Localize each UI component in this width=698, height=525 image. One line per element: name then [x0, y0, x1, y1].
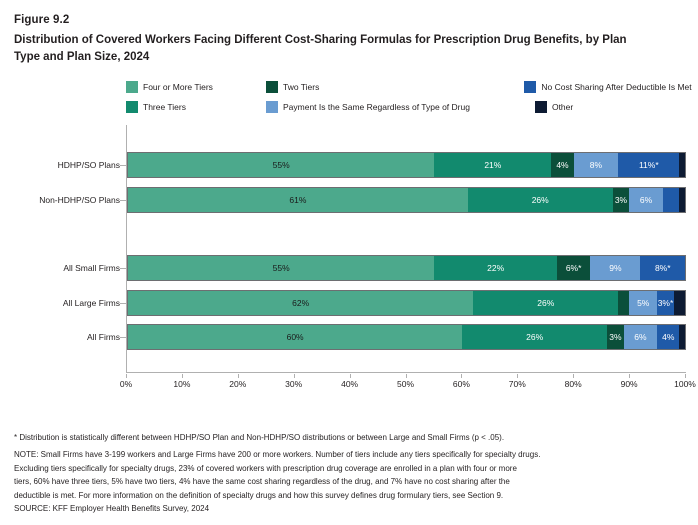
bar-segment [663, 188, 680, 212]
y-axis-tick [120, 303, 126, 304]
bar-segment-label: 6%* [565, 263, 582, 274]
y-axis-tick [120, 200, 126, 201]
bar-segment-label: 6% [639, 195, 653, 206]
x-axis-tick-label: 30% [285, 379, 303, 390]
x-axis-tick [238, 374, 239, 378]
x-axis-tick-label: 100% [674, 379, 696, 390]
bar-segment [657, 325, 679, 349]
bar-segment [624, 325, 657, 349]
bar-segment-label: 26% [526, 332, 544, 343]
y-axis-tick-label: HDHP/SO Plans [57, 160, 120, 171]
y-axis-tick-label: All Large Firms [62, 298, 120, 309]
bar-segment-label: 55% [272, 263, 290, 274]
legend-label: Four or More Tiers [143, 82, 213, 93]
bar-segment-label: 55% [272, 160, 290, 171]
x-axis-tick-label: 0% [119, 379, 133, 390]
footnote-line: deductible is met. For more information on the definition of specialty drugs and how this survey defines drug formulary tiers, see Section 9. [14, 490, 504, 500]
x-axis-tick [406, 374, 407, 378]
bar-segment [679, 325, 685, 349]
bar-segment-label: 3% [614, 195, 628, 206]
bar-segment-label: 21% [484, 160, 502, 171]
bar-row [127, 187, 686, 213]
bar-segment [618, 153, 679, 177]
x-axis-tick-label: 90% [620, 379, 638, 390]
legend-item-four-or-more-tiers [126, 77, 266, 97]
bar-row [127, 152, 686, 178]
x-axis-tick-label: 40% [341, 379, 359, 390]
bar-segment [128, 256, 434, 280]
y-axis-labels [14, 125, 120, 373]
x-axis-tick [461, 374, 462, 378]
legend-swatch-icon [266, 81, 278, 93]
bar-row [127, 255, 686, 281]
legend-label: Payment Is the Same Regardless of Type of Drug [283, 102, 470, 113]
y-axis-tick-label: All Firms [86, 332, 120, 343]
figure-number: Figure 9.2 [14, 14, 70, 26]
bar-segment [640, 256, 685, 280]
legend-item-two-tiers [266, 77, 692, 97]
bar-segment-label: 8%* [654, 263, 671, 274]
footnotes [14, 432, 684, 516]
bar-segment [679, 188, 685, 212]
x-axis-tick [294, 374, 295, 378]
bar-segment [468, 188, 613, 212]
y-axis-tick [120, 337, 126, 338]
bar-segment [434, 153, 551, 177]
x-axis-tick-label: 70% [508, 379, 526, 390]
bar-segment-label: 8% [589, 160, 603, 171]
bar-segment-label: 3% [609, 332, 622, 343]
bar-segment-label: 4% [556, 160, 569, 171]
legend-item-three-tiers [126, 97, 266, 117]
bar-segment [128, 325, 462, 349]
bar-segment [434, 256, 557, 280]
bar-segment [657, 291, 674, 315]
x-axis-tick-label: 20% [229, 379, 247, 390]
x-axis [119, 374, 696, 392]
bar-segment-label: 62% [292, 298, 310, 309]
bar-segment [674, 291, 685, 315]
bar-segment [128, 291, 473, 315]
bar-segment-label: 9% [609, 263, 622, 274]
figure-title: Distribution of Covered Workers Facing Different Cost-Sharing Formulas for Prescription Drug Benefits, by Plan Type and Plan Size, 2024 [14, 34, 627, 63]
x-axis-tick-label: 10% [173, 379, 191, 390]
bar-row [127, 324, 686, 350]
x-axis-tick [126, 374, 127, 378]
x-axis-tick-label: 50% [396, 379, 415, 390]
bar-segment-label: 61% [289, 195, 307, 206]
bar-segment [574, 153, 619, 177]
legend-label: Three Tiers [143, 102, 186, 113]
y-axis-tick [120, 268, 126, 269]
x-axis-tick [182, 374, 183, 378]
legend-label: No Cost Sharing After Deductible Is Met [541, 82, 692, 93]
legend-swatch-icon [535, 101, 547, 113]
bar-segment-label: 5% [637, 298, 650, 309]
bar-segment [629, 291, 657, 315]
bar-segment [128, 153, 434, 177]
footnote-source: SOURCE: KFF Employer Health Benefits Survey, 2024 [14, 503, 210, 513]
bar-segment-label: 11%* [638, 160, 659, 171]
bar-segment-label: 22% [487, 263, 505, 274]
legend-swatch-icon [524, 81, 536, 93]
bar-segment [613, 188, 630, 212]
bar-segment-label: 26% [537, 298, 555, 309]
legend-swatch-icon [126, 101, 138, 113]
bar-segment [557, 256, 590, 280]
bar-segment-label: 4% [662, 332, 675, 343]
bar-segment-label: 3%* [657, 298, 674, 309]
bar-segment [618, 291, 629, 315]
bar-segment [679, 153, 685, 177]
bar-segment [607, 325, 624, 349]
y-axis-tick-label: Non-HDHP/SO Plans [39, 195, 120, 206]
footnote-line: tiers, 60% have three tiers, 5% have two tiers, 4% have the same cost sharing regardless of the drug, and 7% have no cost sharing after the [14, 477, 510, 487]
y-axis-tick-label: All Small Firms [63, 263, 120, 274]
legend-item-payment-same [266, 97, 692, 117]
footnote-line: Excluding tiers specifically for specialty drugs, 23% of covered workers with prescription drug coverage are enrolled in a plan with four or more [14, 463, 517, 473]
footnote-line: NOTE: Small Firms have 3-199 workers and Large Firms have 200 or more workers. Number of tiers include any tiers specifically for specialty drugs. [14, 450, 541, 460]
bar-row [127, 290, 686, 316]
bar-segment [551, 153, 573, 177]
x-axis-tick-label: 80% [564, 379, 582, 390]
legend-label: Two Tiers [283, 82, 320, 93]
chart-legend [14, 77, 692, 117]
footnote-line: * Distribution is statistically different between HDHP/SO Plan and Non-HDHP/SO distributions or between Large and Small Firms (p < .05). [14, 433, 505, 442]
x-axis-tick [517, 374, 518, 378]
y-axis-tick [120, 165, 126, 166]
bar-segment [462, 325, 607, 349]
x-axis-tick [685, 374, 686, 378]
bar-segment [590, 256, 640, 280]
bar-segment [629, 188, 662, 212]
legend-swatch-icon [266, 101, 278, 113]
bar-segment-label: 6% [634, 332, 647, 343]
x-axis-tick [350, 374, 351, 378]
x-axis-tick [629, 374, 630, 378]
bar-segment-label: 60% [286, 332, 304, 343]
chart-plot-area [14, 125, 696, 393]
legend-label: Other [551, 102, 574, 113]
bar-segment [128, 188, 468, 212]
x-axis-tick-label: 60% [452, 379, 470, 390]
bar-segment [473, 291, 618, 315]
bar-segment-label: 26% [531, 195, 549, 206]
legend-swatch-icon [126, 81, 138, 93]
x-axis-tick [573, 374, 574, 378]
